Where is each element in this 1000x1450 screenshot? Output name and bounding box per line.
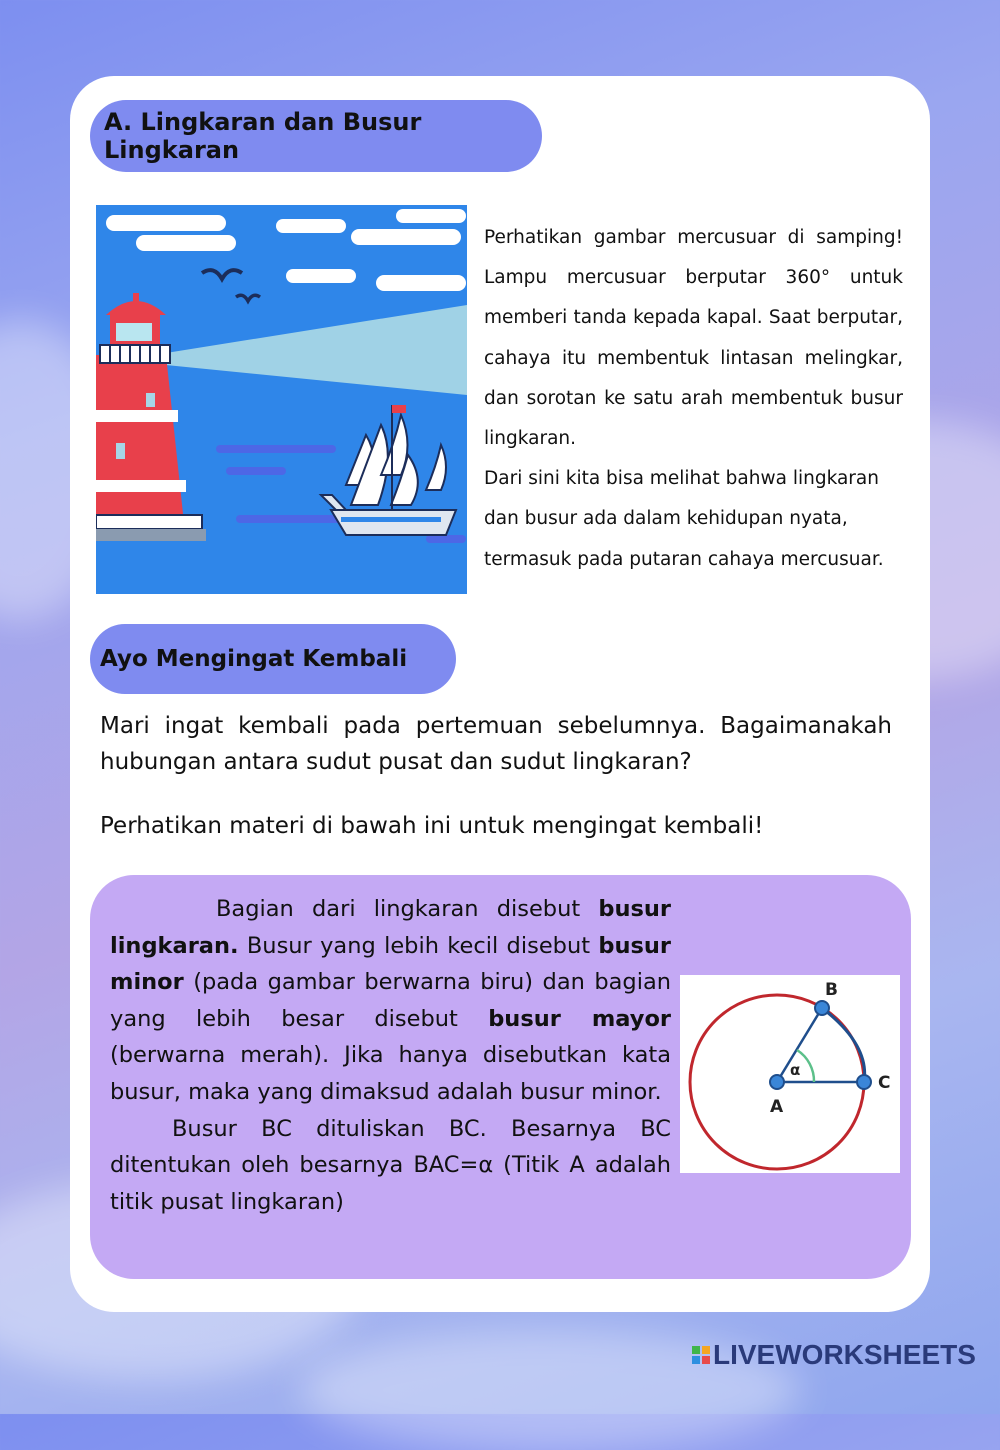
recall-title: Ayo Mengingat Kembali [100, 646, 408, 672]
term-busur-minor: busur minor [110, 932, 671, 996]
liveworksheets-logo [692, 1340, 992, 1370]
lighthouse-ship-illustration [96, 205, 467, 594]
point-b [815, 1001, 829, 1015]
label-alpha: α [790, 1061, 801, 1079]
intro-paragraph: Perhatikan gambar mercusuar di samping! Lampu mercusuar berputar 360° untuk memberi tanda kepada kapal. Saat berputar, cahaya itu membentuk lintasan melingkar, dan sorotan ke satu arah membentuk busur lingkaran. [484, 227, 903, 450]
point-c [857, 1075, 871, 1089]
text-run: (berwarna merah). Jika hanya disebutkan kata busur, maka yang dimaksud adalah busur minor. [110, 1042, 671, 1105]
recall-instruction: Perhatikan materi di bawah ini untuk mengingat kembali! [100, 813, 764, 839]
circle-arc-diagram [680, 975, 900, 1173]
text-run: (pada gambar berwarna biru) dan bagian yang lebih besar disebut [110, 969, 671, 1032]
label-a: A [770, 1097, 784, 1117]
brand-name: LIVEWORKSHEETS [713, 1339, 976, 1370]
recall-title-pill [90, 624, 456, 694]
text-run: Bagian dari lingkaran disebut [216, 896, 599, 922]
material-paragraph [110, 891, 671, 1111]
label-b: B [825, 980, 838, 1000]
section-title: A. Lingkaran dan Busur Lingkaran [104, 108, 422, 164]
material-paragraph: Busur BC dituliskan BC. Besarnya BC ditentukan oleh besarnya BAC=α (Titik A adalah titik pusat lingkaran) [110, 1115, 671, 1215]
intro-text [484, 218, 903, 580]
intro-paragraph: Dari sini kita bisa melihat bahwa lingkaran dan busur ada dalam kehidupan nyata, termasuk pada putaran cahaya mercusuar. [484, 468, 884, 570]
recall-question: Mari ingat kembali pada pertemuan sebelumnya. Bagaimanakah hubungan antara sudut pusat dan sudut lingkaran? [100, 713, 892, 775]
term-busur-mayor: busur mayor [488, 1005, 671, 1032]
point-a [770, 1075, 784, 1089]
label-c: C [878, 1073, 891, 1093]
logo-icon [692, 1346, 710, 1364]
material-text [110, 891, 671, 1220]
minor-arc [822, 1008, 865, 1082]
text-run: Busur yang lebih kecil disebut [238, 932, 599, 959]
section-title-pill [90, 100, 542, 172]
term-busur-lingkaran: busur lingkaran. [110, 896, 671, 959]
